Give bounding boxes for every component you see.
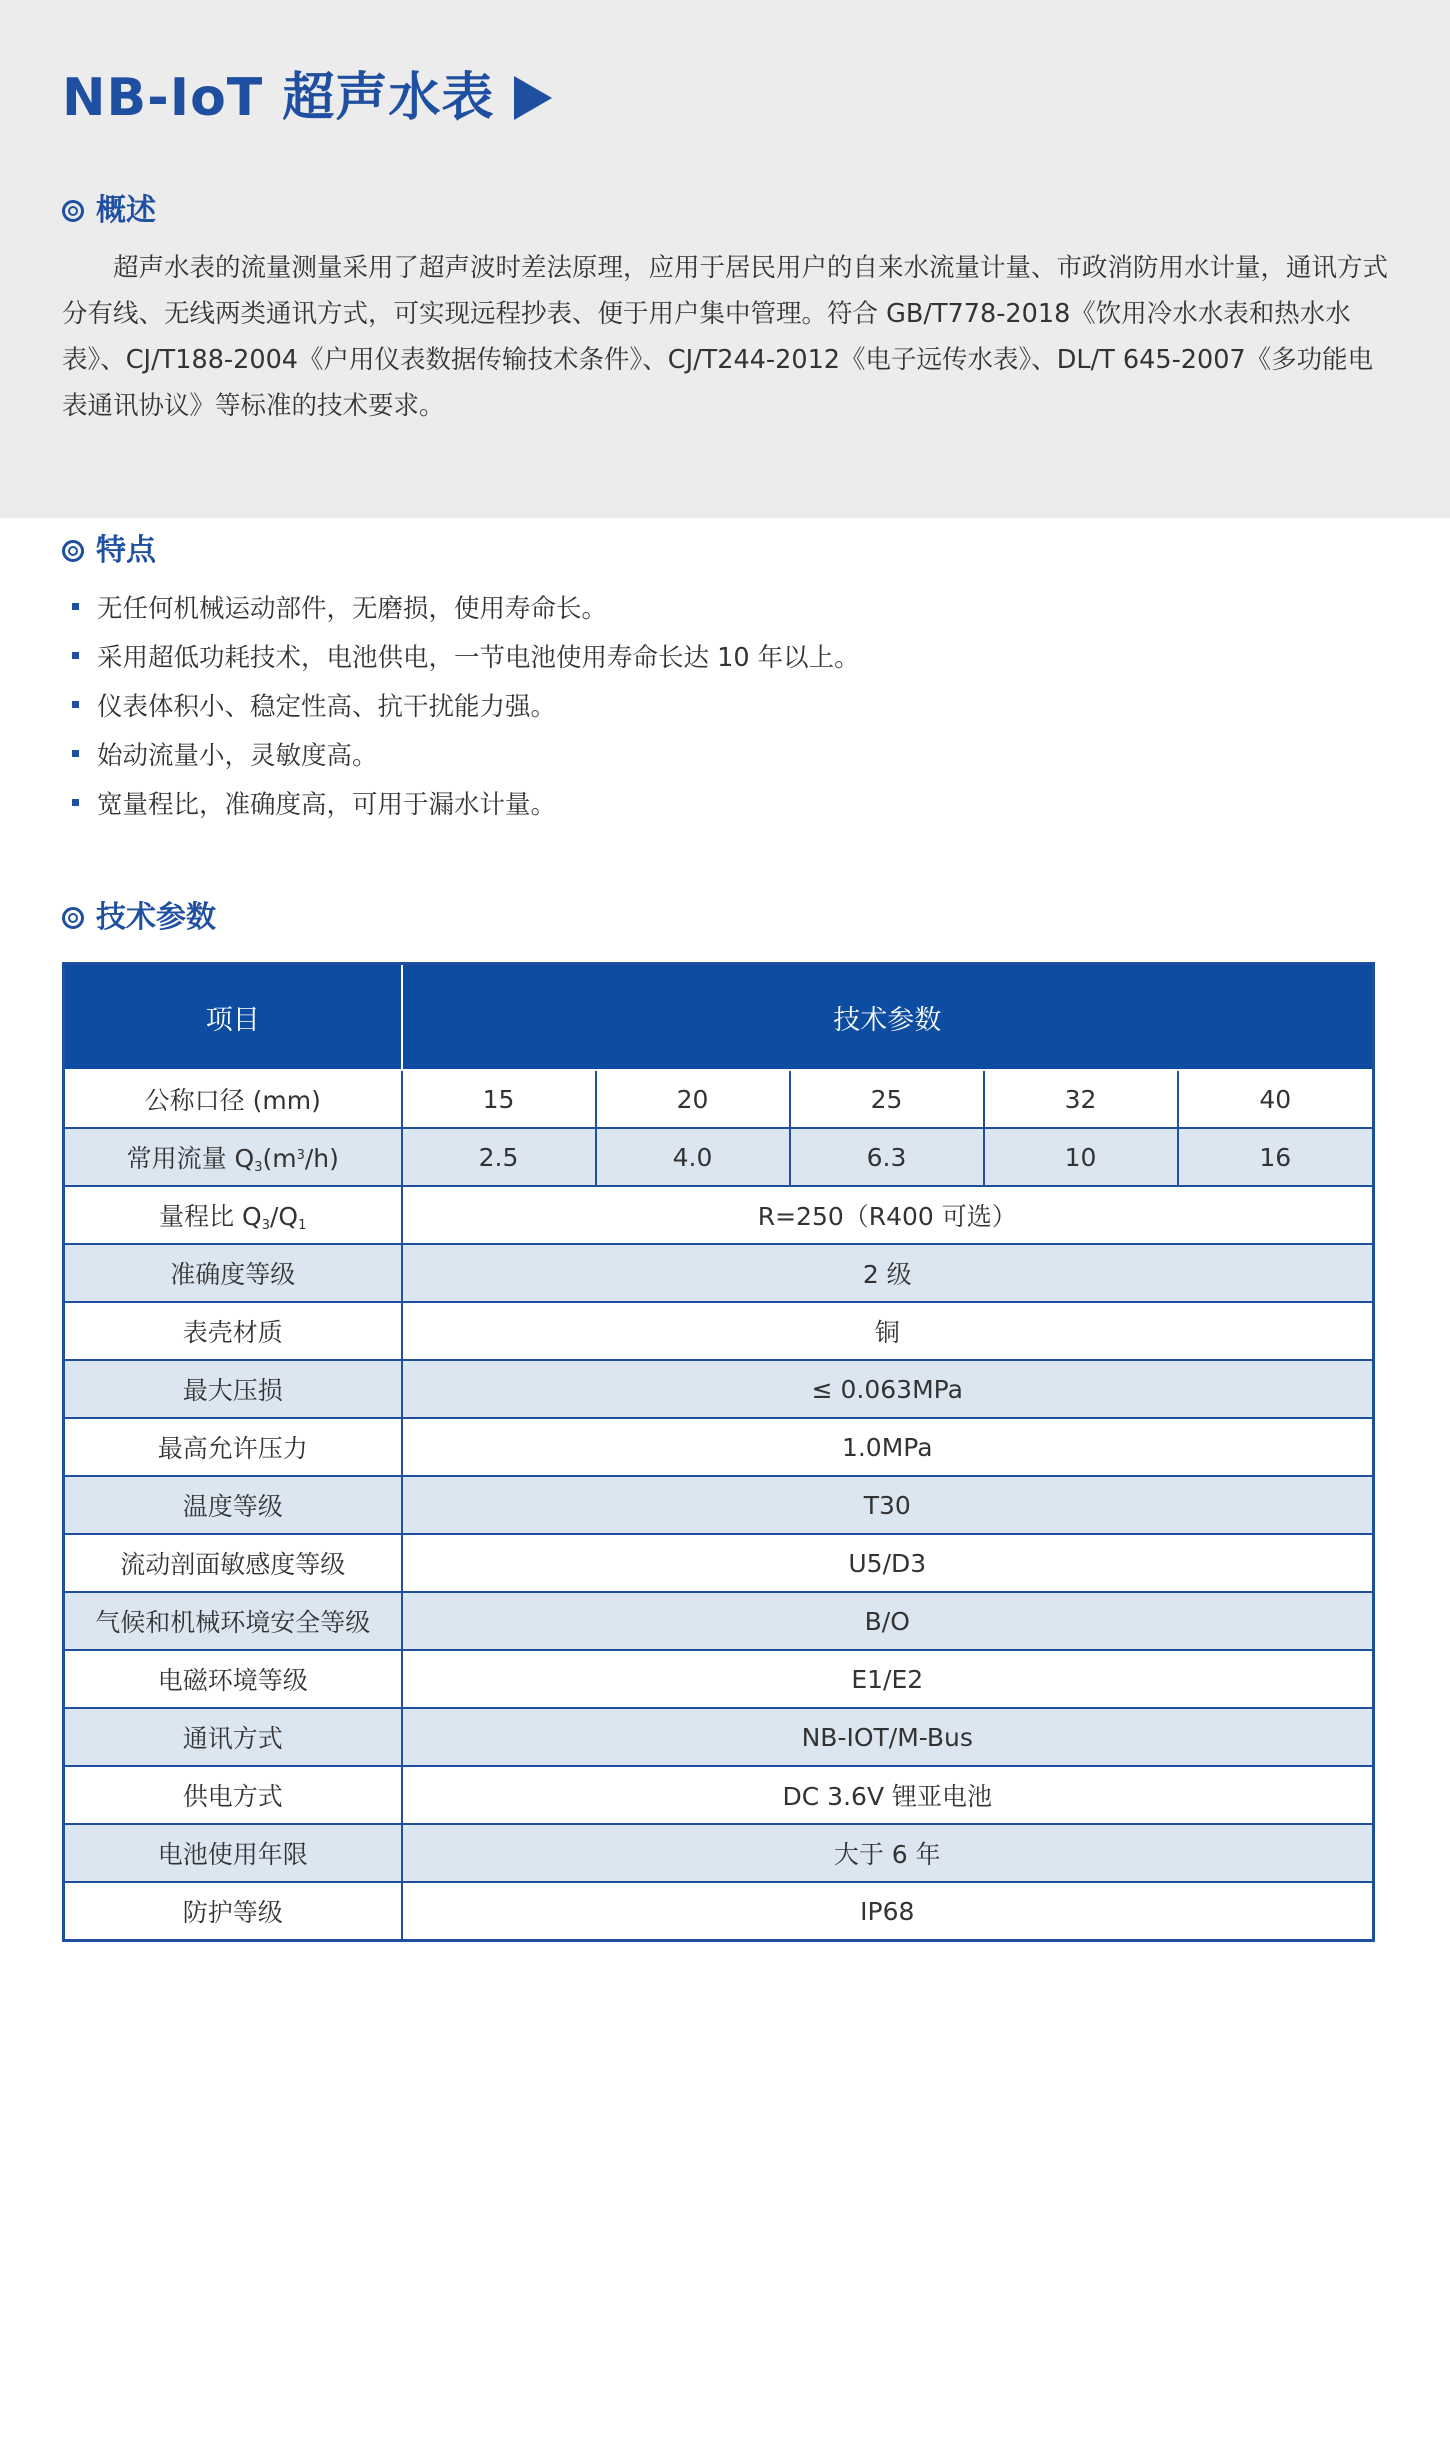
cell-value: ≤ 0.063MPa bbox=[402, 1360, 1374, 1418]
row-label: 电磁环境等级 bbox=[64, 1650, 402, 1708]
table-row bbox=[64, 1534, 1374, 1592]
label-part: /h) bbox=[304, 1144, 339, 1173]
table-row bbox=[64, 1592, 1374, 1650]
cell-value: 2.5 bbox=[402, 1128, 596, 1186]
cell-value: R=250（R400 可选） bbox=[402, 1186, 1374, 1244]
cell-value: 1.0MPa bbox=[402, 1418, 1374, 1476]
table-row bbox=[64, 1302, 1374, 1360]
feature-text: 始动流量小，灵敏度高。 bbox=[97, 740, 378, 771]
cell-value: 4.0 bbox=[596, 1128, 790, 1186]
cell-value: IP68 bbox=[402, 1882, 1374, 1941]
list-item bbox=[62, 778, 860, 827]
cell-value: NB-IOT/M-Bus bbox=[402, 1708, 1374, 1766]
table-row bbox=[64, 1766, 1374, 1824]
square-bullet-icon bbox=[72, 603, 79, 610]
list-item bbox=[62, 631, 860, 680]
double-circle-icon bbox=[62, 200, 84, 222]
features-heading-text: 特点 bbox=[96, 533, 156, 568]
cell-value: 2 级 bbox=[402, 1244, 1374, 1302]
table-row bbox=[64, 1418, 1374, 1476]
table-row bbox=[64, 1070, 1374, 1128]
label-part: (m bbox=[262, 1144, 297, 1173]
square-bullet-icon bbox=[72, 701, 79, 708]
overview-paragraph: 超声水表的流量测量采用了超声波时差法原理，应用于居民用户的自来水流量计量、市政消防用水计量，通讯方式分有线、无线两类通讯方式，可实现远程抄表、便于用户集中管理。符合 GB/T778-2018《饮用冷水水表和热水水表》、CJ/T188-2004《户用仪表数据传输技术条件》、CJ/T244-2012《电子远传水表》、DL/T 645-2007《多功能电表通讯协议》等标准的技术要求。 bbox=[62, 253, 1389, 421]
cell-value: 32 bbox=[984, 1070, 1178, 1128]
label-part: 常用流量 Q bbox=[126, 1144, 255, 1173]
cell-value: 6.3 bbox=[790, 1128, 984, 1186]
list-item bbox=[62, 729, 860, 778]
label-part: /Q bbox=[270, 1202, 299, 1231]
cell-value: E1/E2 bbox=[402, 1650, 1374, 1708]
cell-value: 25 bbox=[790, 1070, 984, 1128]
feature-text: 采用超低功耗技术，电池供电，一节电池使用寿命长达 10 年以上。 bbox=[97, 642, 860, 673]
cell-value: B/O bbox=[402, 1592, 1374, 1650]
row-label: 通讯方式 bbox=[64, 1708, 402, 1766]
row-label: 供电方式 bbox=[64, 1766, 402, 1824]
cell-value: 40 bbox=[1178, 1070, 1374, 1128]
label-sub: 3 bbox=[254, 1160, 263, 1175]
features-heading bbox=[62, 533, 156, 568]
overview-heading bbox=[62, 193, 156, 228]
table-header-row bbox=[64, 964, 1374, 1071]
table-row bbox=[64, 1476, 1374, 1534]
list-item bbox=[62, 680, 860, 729]
col-header-item: 项目 bbox=[64, 964, 402, 1071]
row-label: 防护等级 bbox=[64, 1882, 402, 1941]
table-row bbox=[64, 1186, 1374, 1244]
double-circle-icon bbox=[62, 540, 84, 562]
row-label: 电池使用年限 bbox=[64, 1824, 402, 1882]
play-arrow-icon bbox=[514, 76, 552, 120]
table-row bbox=[64, 1244, 1374, 1302]
cell-value: DC 3.6V 锂亚电池 bbox=[402, 1766, 1374, 1824]
row-label bbox=[64, 1186, 402, 1244]
table-row bbox=[64, 1824, 1374, 1882]
label-sub: 3 bbox=[261, 1218, 270, 1233]
spec-table bbox=[62, 962, 1375, 1942]
cell-value: 铜 bbox=[402, 1302, 1374, 1360]
square-bullet-icon bbox=[72, 799, 79, 806]
label-sub: 1 bbox=[298, 1218, 307, 1233]
table-row bbox=[64, 1882, 1374, 1941]
row-label: 温度等级 bbox=[64, 1476, 402, 1534]
cell-value: 15 bbox=[402, 1070, 596, 1128]
table-row bbox=[64, 1708, 1374, 1766]
feature-text: 宽量程比，准确度高，可用于漏水计量。 bbox=[97, 789, 557, 820]
row-label bbox=[64, 1128, 402, 1186]
overview-heading-text: 概述 bbox=[96, 193, 156, 228]
table-row bbox=[64, 1360, 1374, 1418]
row-label: 表壳材质 bbox=[64, 1302, 402, 1360]
square-bullet-icon bbox=[72, 652, 79, 659]
double-circle-icon bbox=[62, 907, 84, 929]
label-sup: 3 bbox=[296, 1148, 305, 1163]
square-bullet-icon bbox=[72, 750, 79, 757]
feature-text: 无任何机械运动部件，无磨损，使用寿命长。 bbox=[97, 593, 608, 624]
cell-value: 20 bbox=[596, 1070, 790, 1128]
list-item bbox=[62, 582, 860, 631]
feature-text: 仪表体积小、稳定性高、抗干扰能力强。 bbox=[97, 691, 557, 722]
specs-heading bbox=[62, 900, 216, 935]
cell-value: T30 bbox=[402, 1476, 1374, 1534]
specs-heading-text: 技术参数 bbox=[96, 900, 216, 935]
page-title-text: NB-IoT 超声水表 bbox=[62, 68, 495, 128]
row-label: 准确度等级 bbox=[64, 1244, 402, 1302]
cell-value: 16 bbox=[1178, 1128, 1374, 1186]
cell-value: U5/D3 bbox=[402, 1534, 1374, 1592]
col-header-param: 技术参数 bbox=[402, 964, 1374, 1071]
row-label: 公称口径 (mm) bbox=[64, 1070, 402, 1128]
label-part: 量程比 Q bbox=[159, 1202, 262, 1231]
cell-value: 大于 6 年 bbox=[402, 1824, 1374, 1882]
page-title bbox=[62, 68, 552, 128]
table-row bbox=[64, 1128, 1374, 1186]
row-label: 流动剖面敏感度等级 bbox=[64, 1534, 402, 1592]
cell-value: 10 bbox=[984, 1128, 1178, 1186]
row-label: 气候和机械环境安全等级 bbox=[64, 1592, 402, 1650]
row-label: 最高允许压力 bbox=[64, 1418, 402, 1476]
features-list bbox=[62, 582, 860, 827]
table-row bbox=[64, 1650, 1374, 1708]
row-label: 最大压损 bbox=[64, 1360, 402, 1418]
